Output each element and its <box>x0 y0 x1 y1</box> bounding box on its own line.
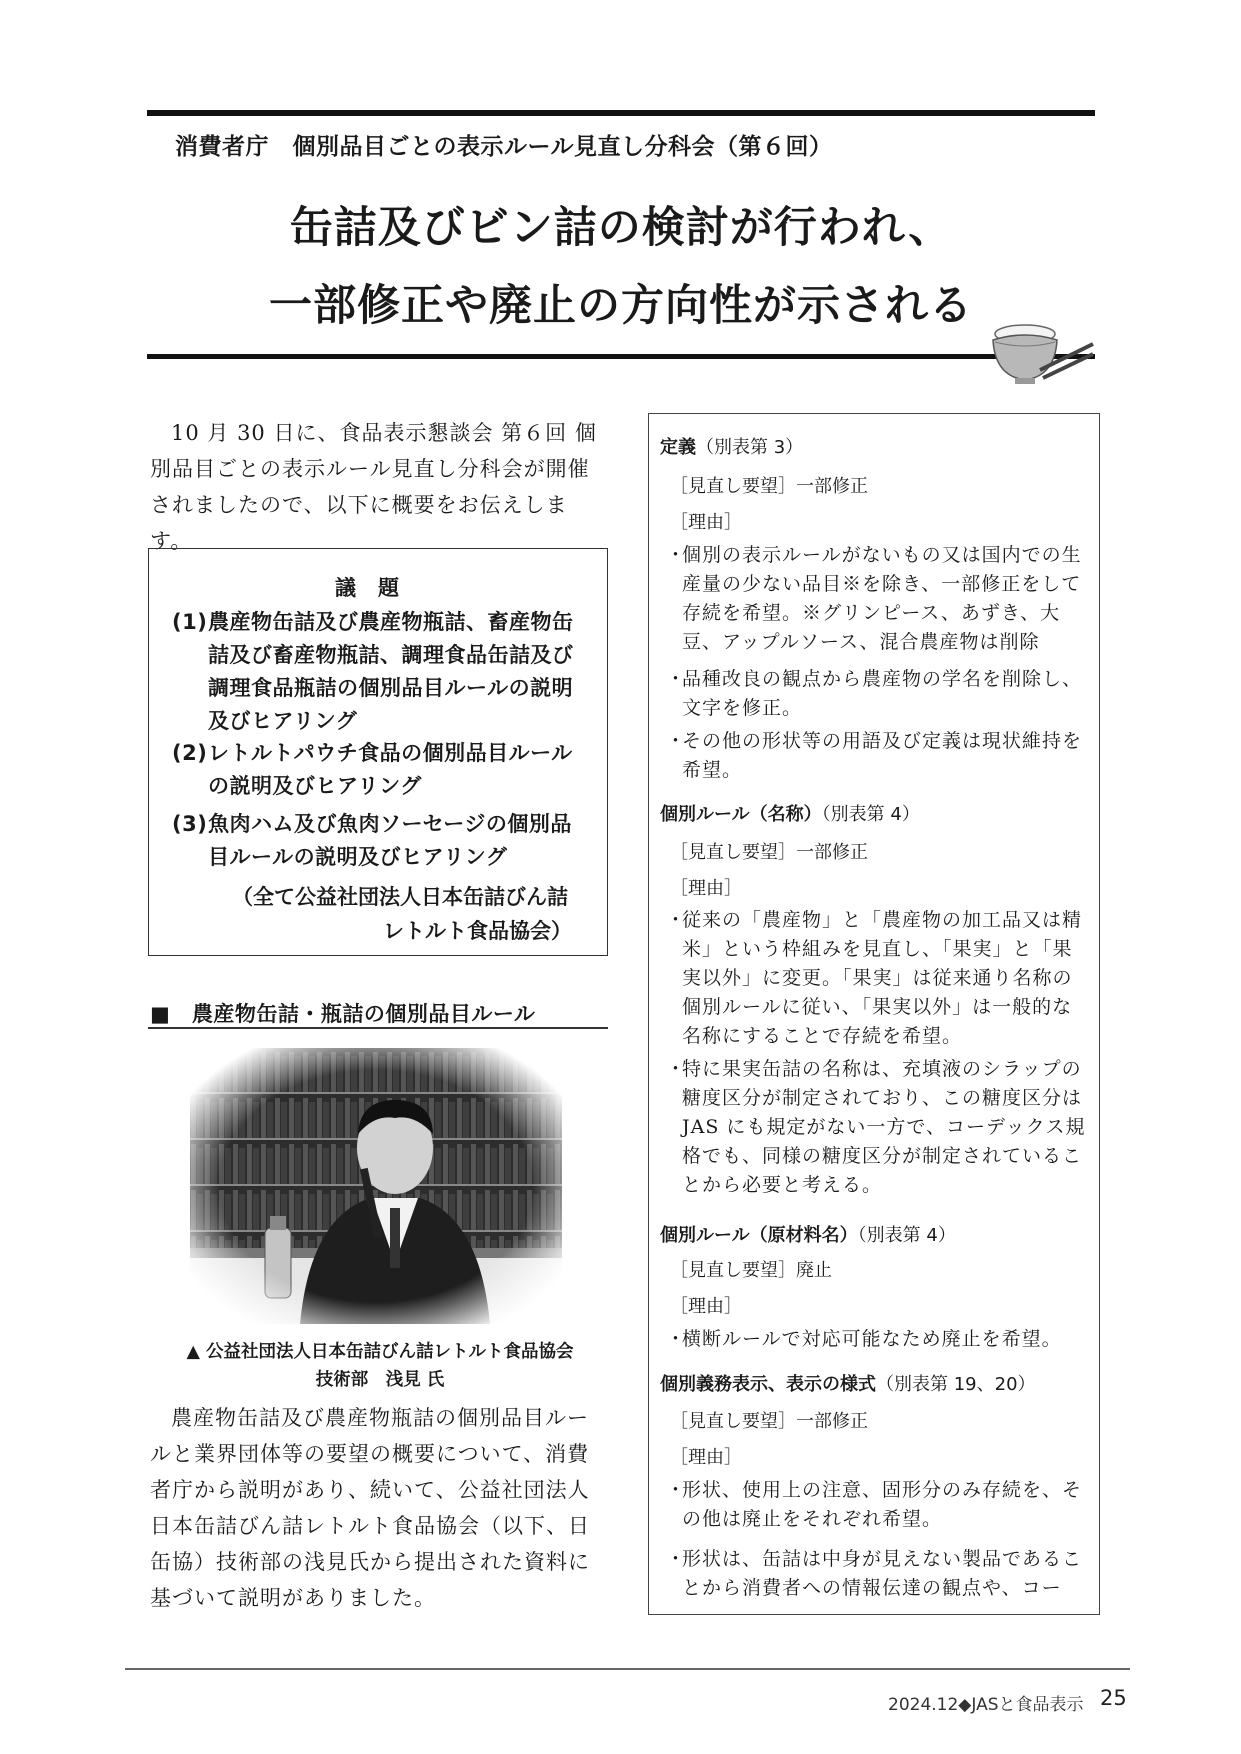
sidebar-bullet <box>660 1055 1090 1200</box>
sidebar-reason-label: ［理由］ <box>670 1296 742 1317</box>
bullet-mark: ・ <box>666 1058 687 1080</box>
section-rule <box>148 1027 608 1029</box>
agenda-item-text: レトルトパウチ食品の個別品目ルールの説明及びヒアリング <box>208 741 573 798</box>
agenda-item <box>172 808 592 874</box>
agenda-item-text: 魚肉ハム及び魚肉ソーセージの個別品目ルールの説明及びヒアリング <box>208 812 572 869</box>
sidebar-heading-ref: （別表第 4） <box>821 804 920 825</box>
sidebar-request: ［見直し要望］廃止 <box>670 1260 832 1281</box>
top-rule <box>147 110 1095 116</box>
bullet-text: 特に果実缶詰の名称は、充填液のシラップの糖度区分が制定されており、この糖度区分は JAS にも規定がない一方で、コーデックス規格でも、同様の糖度区分が制定されていることから必要と考える。 <box>682 1058 1086 1196</box>
bullet-text: 横断ルールで対応可能なため廃止を希望。 <box>682 1328 1062 1350</box>
page-number: 25 <box>1100 1686 1127 1710</box>
bullet-mark: ・ <box>666 1328 687 1350</box>
agenda-item-number: (3) <box>172 812 208 836</box>
bullet-text: 形状は、缶詰は中身が見えない製品であることから消費者への情報伝達の観点や、コー <box>682 1548 1083 1599</box>
bullet-text: 形状、使用上の注意、固形分のみ存続を、その他は廃止をそれぞれ希望。 <box>682 1479 1083 1530</box>
sidebar-reason-label: ［理由］ <box>670 512 742 533</box>
footer-publication: 2024.12◆JASと食品表示 <box>888 1695 1084 1715</box>
bullet-mark: ・ <box>666 730 687 752</box>
agenda-title: 議題 <box>335 576 421 600</box>
agenda-item-text: 農産物缶詰及び農産物瓶詰、畜産物缶詰及び畜産物瓶詰、調理食品缶詰及び調理食品瓶詰の個別品目ルールの説明及びヒアリング <box>208 610 574 733</box>
sidebar-bullet <box>660 1545 1090 1603</box>
photo-caption-line-1: ▲ 公益社団法人日本缶詰びん詰レトルト食品協会 <box>186 1342 574 1362</box>
agenda-item <box>172 737 592 803</box>
bullet-mark: ・ <box>666 1479 687 1501</box>
sidebar-bullet <box>660 727 1090 785</box>
headline-line-1: 缶詰及びビン詰の検討が行われ、 <box>289 203 953 253</box>
bullet-text: 品種改良の観点から農産物の学名を削除し、文字を修正。 <box>682 668 1083 719</box>
intro-paragraph: 10 月 30 日に、食品表示懇談会 第６回 個別品目ごとの表示ルール見直し分科会が開催されましたので、以下に概要をお伝えします。 <box>150 421 597 553</box>
sidebar-heading-ref: （別表第 3） <box>696 437 804 458</box>
sidebar-reason-label: ［理由］ <box>670 1447 742 1468</box>
rice-bowl-icon <box>985 318 1095 390</box>
sidebar-heading-ref: （別表第 4） <box>857 1225 956 1246</box>
sidebar-bullet <box>660 665 1090 723</box>
headline-line-2: 一部修正や廃止の方向性が示される <box>269 281 973 331</box>
sidebar-heading-text: 個別ルール（原材料名） <box>660 1225 858 1246</box>
title-rule <box>147 354 1095 359</box>
sidebar-heading-text: 定義 <box>660 437 696 458</box>
section-body-paragraph: 農産物缶詰及び農産物瓶詰の個別品目ルールと業界団体等の要望の概要について、消費者庁から説明があり、続いて、公益社団法人日本缶詰びん詰レトルト食品協会（以下、日缶協）技術部の浅見氏から提出された資料に基づいて説明がありました。 <box>150 1406 590 1610</box>
sidebar-heading-text: 個別義務表示、表示の様式 <box>660 1374 876 1395</box>
agenda-item-number: (1) <box>172 610 208 634</box>
sidebar-bullet <box>660 1476 1090 1534</box>
footer-rule <box>125 1668 1130 1670</box>
bullet-text: 個別の表示ルールがないもの又は国内での生産量の少ない品目※を除き、一部修正をして存続を希望。※グリンピース、あずき、大豆、アップルソース、混合農産物は削除 <box>682 544 1082 653</box>
sidebar-bullet <box>660 906 1090 1051</box>
sidebar-heading-text: 個別ルール（名称） <box>660 804 822 825</box>
bullet-mark: ・ <box>666 1548 687 1570</box>
bullet-mark: ・ <box>666 668 687 690</box>
sidebar-heading-ref: （別表第 19、20） <box>876 1374 1036 1395</box>
sidebar-request: ［見直し要望］一部修正 <box>670 476 868 497</box>
bullet-mark: ・ <box>666 909 687 931</box>
agenda-item <box>172 606 592 738</box>
sidebar-request: ［見直し要望］一部修正 <box>670 842 868 863</box>
sidebar-heading <box>660 1221 1090 1247</box>
agenda-note-line-2: レトルト食品協会） <box>383 919 572 943</box>
sidebar-bullet <box>660 1325 1090 1354</box>
article-kicker: 消費者庁 個別品目ごとの表示ルール見直し分科会（第６回） <box>175 134 833 160</box>
photo-caption-line-2: 技術部 浅見 氏 <box>315 1370 445 1390</box>
bullet-text: その他の形状等の用語及び定義は現状維持を希望。 <box>682 730 1083 781</box>
section-heading: ■ 農産物缶詰・瓶詰の個別品目ルール <box>150 1002 536 1026</box>
bullet-text: 従来の「農産物」と「農産物の加工品又は精米」という枠組みを見直し、「果実」と「果実以外」に変更。「果実」は従来通り名称の個別ルールに従い、「果実以外」は一般的な名称にすることで存続を希望。 <box>682 909 1083 1047</box>
bullet-mark: ・ <box>666 544 687 566</box>
sidebar-heading <box>660 433 1090 459</box>
sidebar-heading <box>660 1370 1090 1396</box>
sidebar-bullet <box>660 541 1090 657</box>
sidebar-heading <box>660 800 1090 826</box>
sidebar-request: ［見直し要望］一部修正 <box>670 1411 868 1432</box>
speaker-photo <box>190 1048 562 1324</box>
agenda-item-number: (2) <box>172 741 208 765</box>
agenda-note-line-1: （全て公益社団法人日本缶詰びん詰 <box>232 885 568 909</box>
sidebar-reason-label: ［理由］ <box>670 878 742 899</box>
agenda-note <box>172 880 572 948</box>
